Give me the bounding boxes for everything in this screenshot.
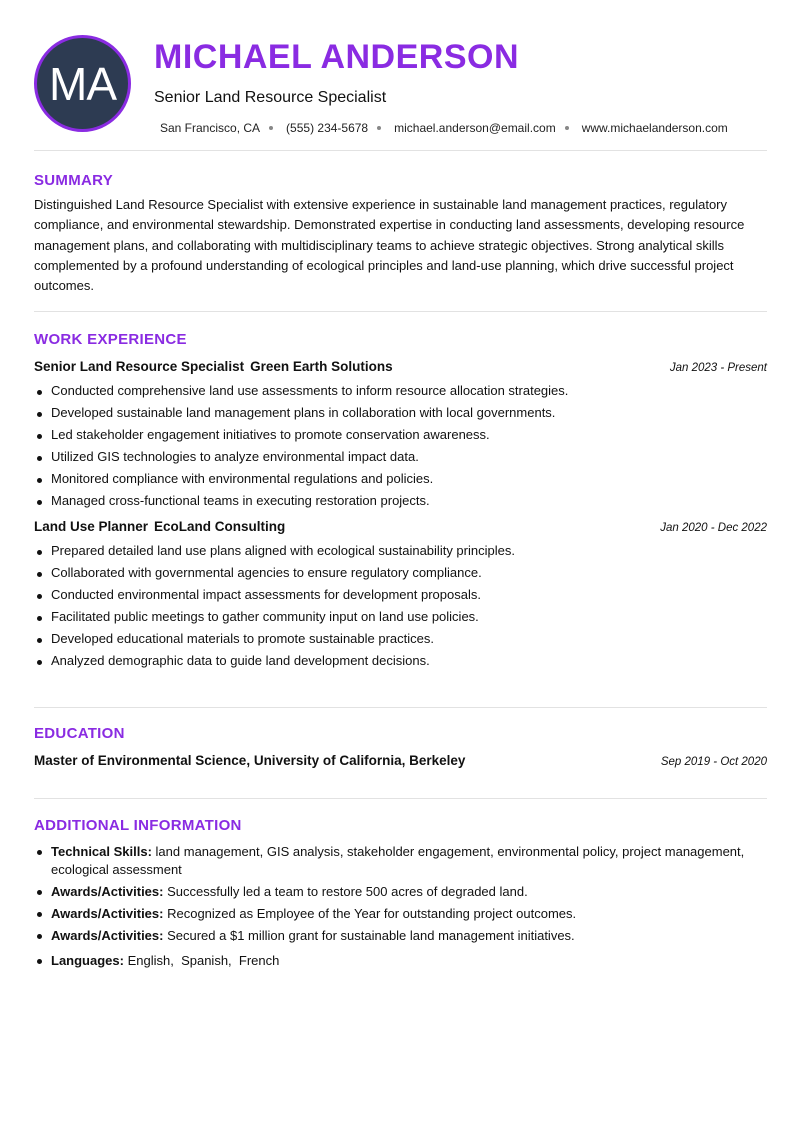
avatar-initials: MA: [49, 57, 116, 110]
item-text: Successfully led a team to restore 500 acres of degraded land.: [167, 884, 528, 899]
list-item: Analyzed demographic data to guide land development decisions.: [34, 653, 767, 675]
section-title-summary: SUMMARY: [34, 172, 114, 189]
job-dates: Jan 2023 - Present: [669, 362, 767, 374]
education-degree: Master of Environmental Science, University of California, Berkeley: [34, 753, 466, 768]
section-title-experience: WORK EXPERIENCE: [34, 331, 187, 348]
list-item: Utilized GIS technologies to analyze environmental impact data.: [34, 449, 767, 471]
contact-location: San Francisco, CA: [160, 121, 261, 135]
job-heading: [34, 519, 285, 534]
item-label: Awards/Activities:: [51, 928, 164, 943]
contact-website[interactable]: www.michaelanderson.com: [581, 121, 728, 135]
contact-phone: (555) 234-5678: [286, 121, 369, 135]
item-label: Languages:: [51, 953, 124, 968]
summary-text: Distinguished Land Resource Specialist with extensive experience in sustainable land management practices, regulatory compliance, and environmental stewardship. Demonstrated expertise in conducting land assessments, developing resource management plans, and collaborating with multidisciplinary teams to achieve strategic objectives. Strong analytical skills complemented by a profound understanding of ecological principles and land-use planning, which drive successful project outcomes.: [34, 197, 745, 294]
item-label: Awards/Activities:: [51, 906, 164, 921]
education-dates: Sep 2019 - Oct 2020: [660, 756, 767, 768]
item-label: Awards/Activities:: [51, 884, 164, 899]
separator-dot: [565, 126, 569, 130]
item-text: English, Spanish, French: [127, 953, 280, 968]
list-item: Collaborated with governmental agencies to ensure regulatory compliance.: [34, 565, 767, 587]
job-heading: [34, 359, 393, 374]
additional-section: [34, 799, 767, 970]
separator-dot: [269, 126, 273, 130]
summary-section: [34, 151, 767, 312]
education-entry: [34, 753, 767, 768]
list-item: Managed cross-functional teams in executing restoration projects.: [34, 493, 767, 515]
section-title-education: EDUCATION: [34, 725, 125, 742]
contact-email[interactable]: michael.anderson@email.com: [394, 121, 556, 135]
separator-dot: [377, 126, 381, 130]
job-header: [34, 359, 767, 374]
list-item: Conducted comprehensive land use assessments to inform resource allocation strategies.: [34, 383, 767, 405]
list-item: Facilitated public meetings to gather community input on land use policies.: [34, 609, 767, 631]
job-company: EcoLand Consulting: [154, 519, 286, 534]
list-item: [34, 927, 767, 945]
list-item: Prepared detailed land use plans aligned with ecological sustainability principles.: [34, 543, 767, 565]
education-section: [34, 708, 767, 799]
list-item: [34, 843, 767, 879]
list-item: Developed educational materials to promote sustainable practices.: [34, 631, 767, 653]
candidate-title: Senior Land Resource Specialist: [154, 89, 387, 106]
list-item: Led stakeholder engagement initiatives to promote conservation awareness.: [34, 427, 767, 449]
additional-list: [34, 843, 767, 970]
job-dates: Jan 2020 - Dec 2022: [660, 522, 767, 534]
job-role: Land Use Planner: [34, 519, 149, 534]
job-bullets: [34, 543, 767, 675]
item-text: Secured a $1 million grant for sustainable land management initiatives.: [167, 928, 575, 943]
job-role: Senior Land Resource Specialist: [34, 359, 245, 374]
job-bullets: [34, 383, 767, 515]
list-item: Developed sustainable land management plans in collaboration with local governments.: [34, 405, 767, 427]
item-label: Technical Skills:: [51, 844, 152, 859]
list-item: Monitored compliance with environmental regulations and policies.: [34, 471, 767, 493]
contact-bar: [160, 121, 728, 135]
job-header: [34, 519, 767, 534]
list-item: [34, 905, 767, 923]
item-text: Recognized as Employee of the Year for outstanding project outcomes.: [167, 906, 577, 921]
job-entry: [34, 359, 767, 515]
avatar: [34, 35, 131, 132]
experience-section: [34, 312, 767, 708]
job-company: Green Earth Solutions: [250, 359, 393, 374]
list-item: [34, 952, 767, 970]
list-item: [34, 883, 767, 901]
item-text: land management, GIS analysis, stakeholder engagement, environmental policy, project management, ecological assessment: [51, 844, 745, 877]
section-title-additional: ADDITIONAL INFORMATION: [34, 817, 242, 834]
list-item: Conducted environmental impact assessments for development proposals.: [34, 587, 767, 609]
job-entry: [34, 519, 767, 675]
resume-header: [34, 0, 767, 151]
candidate-name: MICHAEL ANDERSON: [154, 38, 520, 76]
